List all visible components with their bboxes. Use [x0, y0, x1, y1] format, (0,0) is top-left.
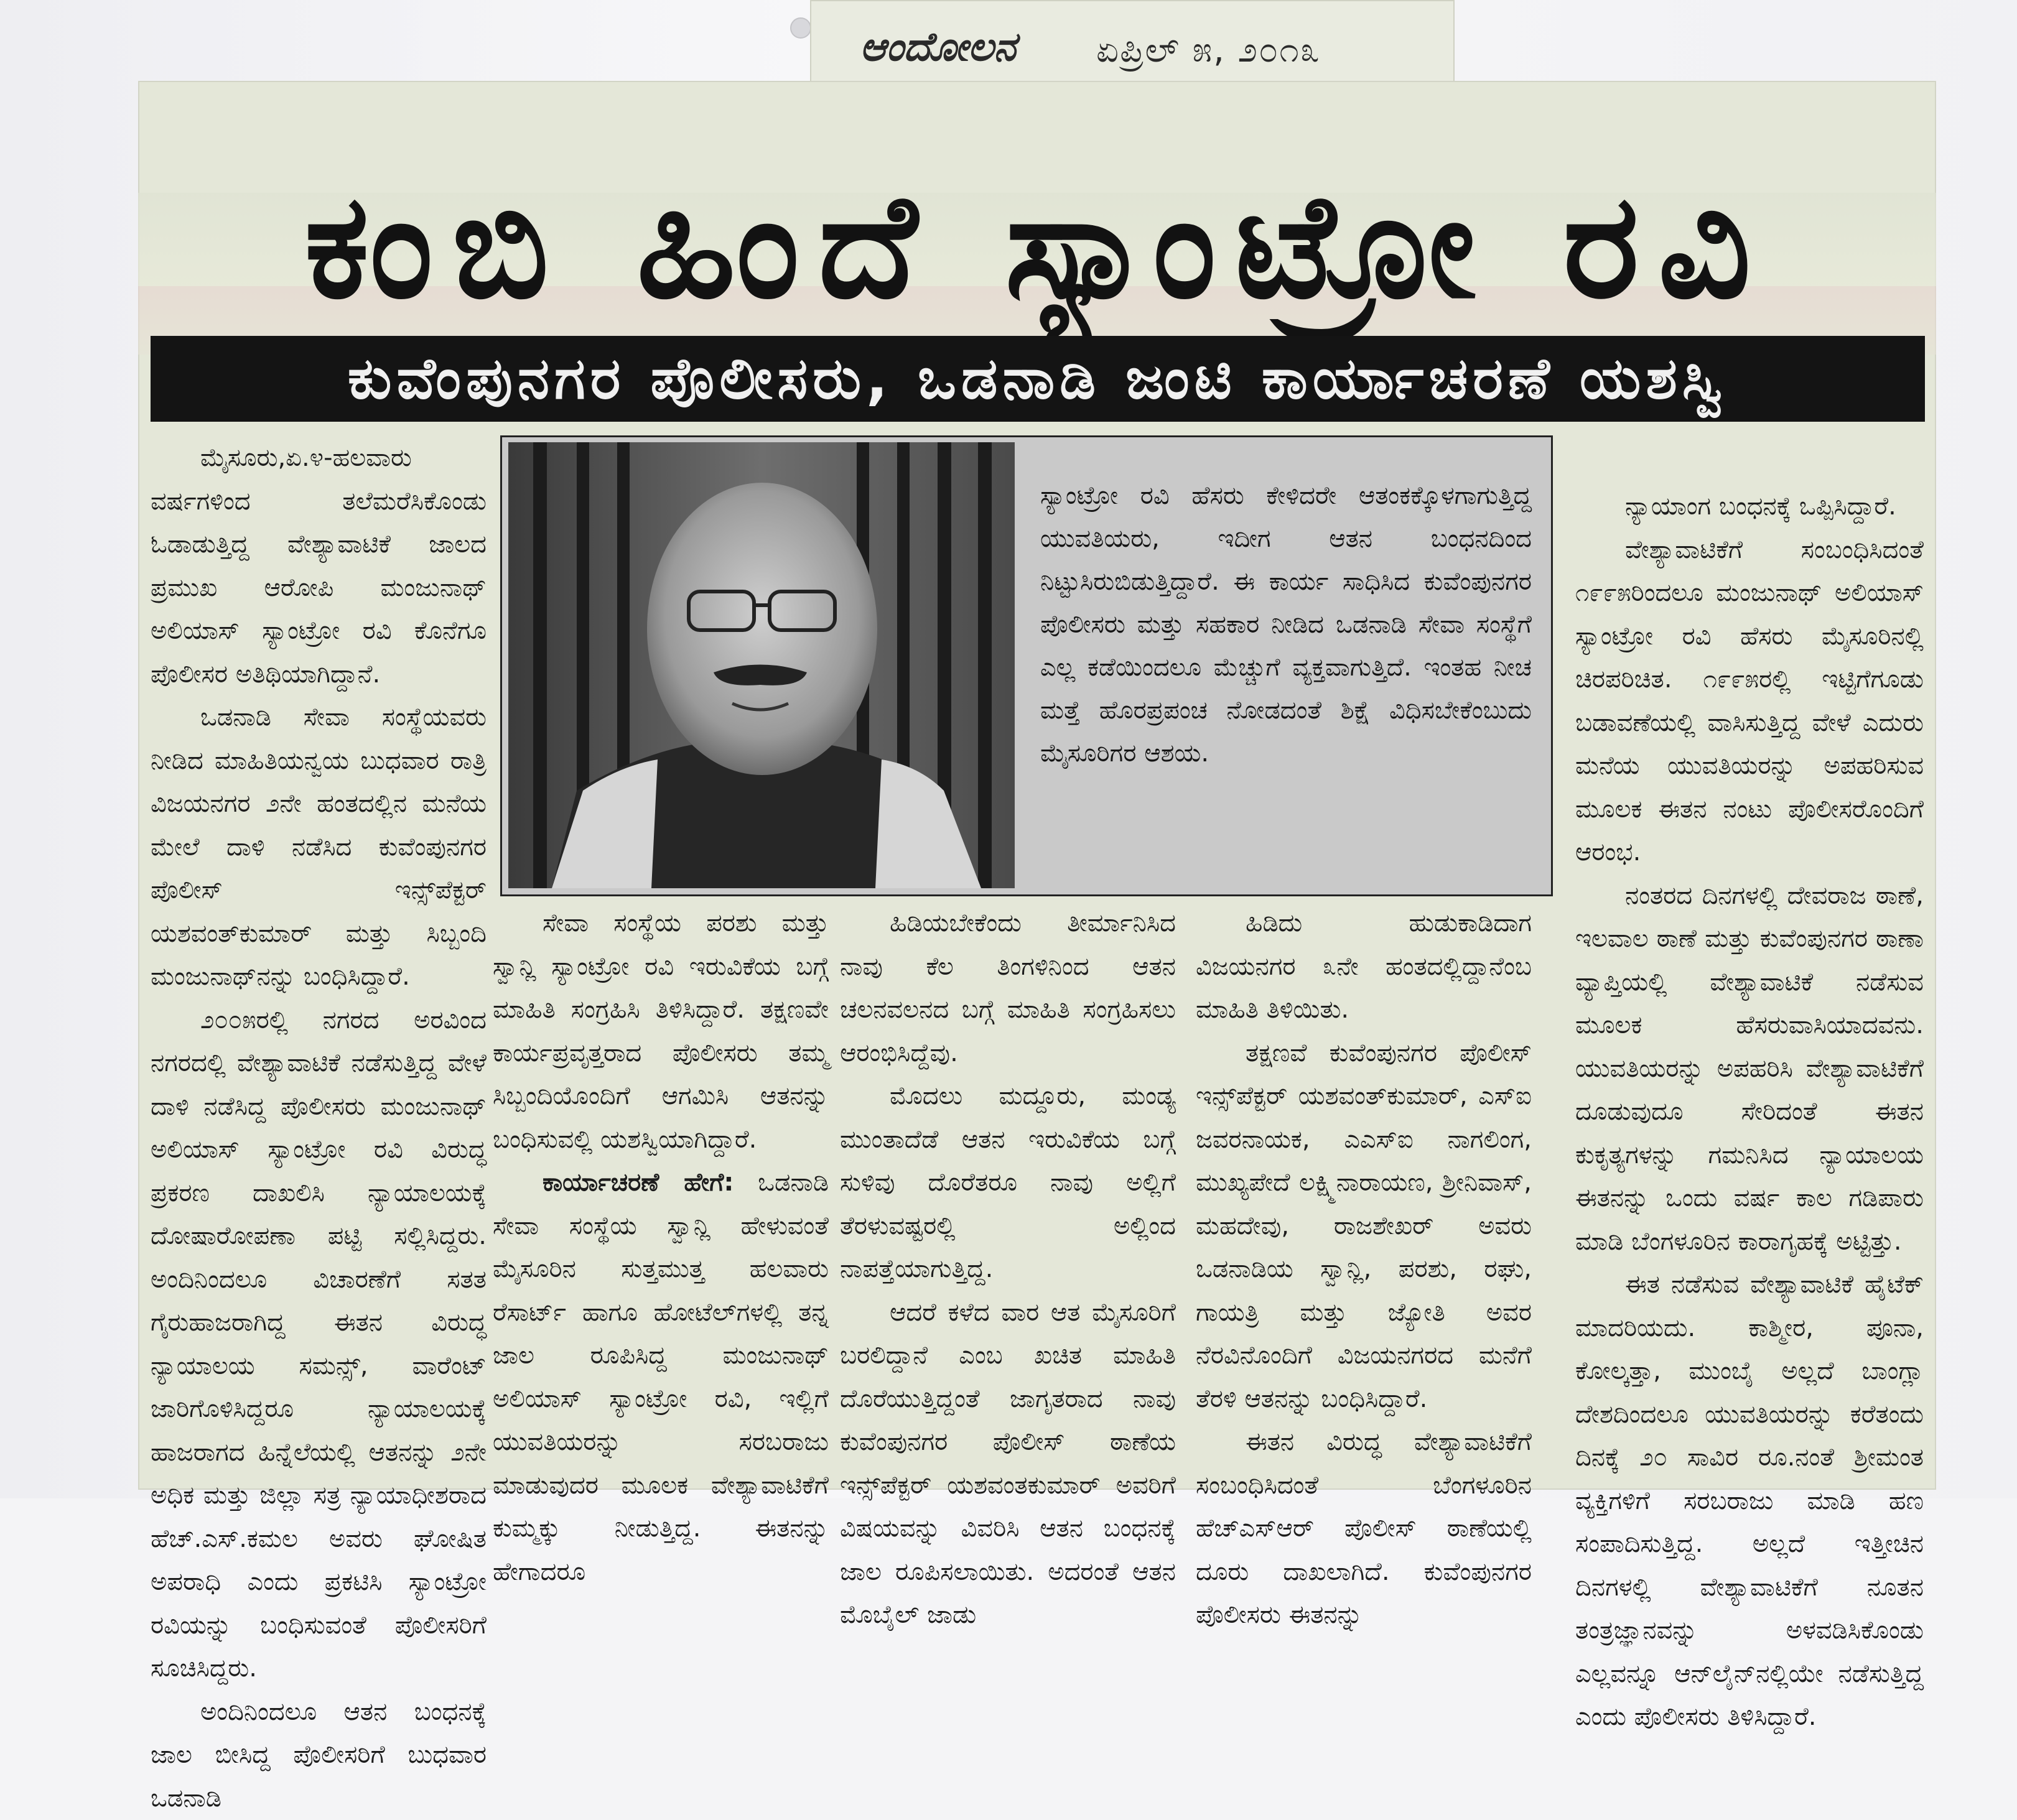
portrait-image: [508, 442, 1015, 888]
column-5: [1575, 485, 1924, 1739]
newspaper-logo: ಆಂದೋಲನ: [860, 24, 1016, 70]
punch-hole: [790, 17, 811, 39]
paragraph: ಹಿಡಿದು ಹುಡುಕಾಡಿದಾಗ ವಿಜಯನಗರ ೩ನೇ ಹಂತದಲ್ಲಿದ್ದಾನೆಂಬ ಮಾಹಿತಿ ತಿಳಿಯಿತು.: [1196, 902, 1532, 1032]
paragraph: ಆದರೆ ಕಳೆದ ವಾರ ಆತ ಮೈಸೂರಿಗೆ ಬರಲಿದ್ದಾನೆ ಎಂಬ ಖಚಿತ ಮಾಹಿತಿ ದೊರೆಯುತ್ತಿದ್ದಂತೆ ಜಾಗೃತರಾದ ನಾವು ಕುವೆಂಪುನಗರ ಪೊಲೀಸ್ ಠಾಣೆಯ ಇನ್ಸ್‌ಪೆಕ್ಟರ್ ಯಶವಂತಕುಮಾರ್ ಅವರಿಗೆ ವಿಷಯವನ್ನು ವಿವರಿಸಿ ಆತನ ಬಂಧನಕ್ಕೆ ಜಾಲ ರೂಪಿಸಲಾಯಿತು. ಅದರಂತೆ ಆತನ ಮೊಬೈಲ್ ಜಾಡು: [840, 1291, 1176, 1637]
section-subhead: ಕಾರ್ಯಾಚರಣೆ ಹೇಗೆ:: [543, 1168, 734, 1197]
column-4: [1196, 902, 1532, 1637]
publication-date: ಏಪ್ರಿಲ್ ೫, ೨೦೧೩: [1096, 30, 1321, 71]
photo-caption: ಸ್ಯಾಂಟ್ರೋ ರವಿ ಹೆಸರು ಕೇಳಿದರೇ ಆತಂಕಕ್ಕೊಳಗಾಗುತ್ತಿದ್ದ ಯುವತಿಯರು, ಇದೀಗ ಆತನ ಬಂಧನದಿಂದ ನಿಟ್ಟುಸಿರುಬಿಡುತ್ತಿದ್ದಾರೆ. ಈ ಕಾರ್ಯ ಸಾಧಿಸಿದ ಕುವೆಂಪುನಗರ ಪೊಲೀಸರು ಮತ್ತು ಸಹಕಾರ ನೀಡಿದ ಒಡನಾಡಿ ಸೇವಾ ಸಂಸ್ಥೆಗೆ ಎಲ್ಲ ಕಡೆಯಿಂದಲೂ ಮೆಚ್ಚುಗೆ ವ್ಯಕ್ತವಾಗುತ್ತಿದೆ. ಇಂತಹ ನೀಚ ಮತ್ತೆ ಹೊರಪ್ರಪಂಚ ನೋಡದಂತೆ ಶಿಕ್ಷೆ ವಿಧಿಸಬೇಕೆಂಬುದು ಮೈಸೂರಿಗರ ಆಶಯ.: [1040, 475, 1532, 775]
photo-santro-ravi: [508, 442, 1015, 888]
photo-box: [500, 435, 1553, 896]
paragraph: ಈತ ನಡೆಸುವ ವೇಶ್ಯಾವಾಟಿಕೆ ಹೈಟೆಕ್ ಮಾದರಿಯದು. ಕಾಶ್ಮೀರ, ಪೂನಾ, ಕೋಲ್ಕತ್ತಾ, ಮುಂಬೈ ಅಲ್ಲದೆ ಬಾಂಗ್ಲಾ ದೇಶದಿಂದಲೂ ಯುವತಿಯರನ್ನು ಕರೆತಂದು ದಿನಕ್ಕೆ ೨೦ ಸಾವಿರ ರೂ.ನಂತೆ ಶ್ರೀಮಂತ ವ್ಯಕ್ತಿಗಳಿಗೆ ಸರಬರಾಜು ಮಾಡಿ ಹಣ ಸಂಪಾದಿಸುತ್ತಿದ್ದ. ಅಲ್ಲದೆ ಇತ್ತೀಚಿನ ದಿನಗಳಲ್ಲಿ ವೇಶ್ಯಾವಾಟಿಕೆಗೆ ನೂತನ ತಂತ್ರಜ್ಞಾನವನ್ನು ಅಳವಡಿಸಿಕೊಂಡು ಎಲ್ಲವನ್ನೂ ಆನ್‌ಲೈನ್‌ನಲ್ಲಿಯೇ ನಡೆಸುತ್ತಿದ್ದ ಎಂದು ಪೊಲೀಸರು ತಿಳಿಸಿದ್ದಾರೆ.: [1575, 1263, 1924, 1739]
paragraph: ತಕ್ಷಣವೆ ಕುವೆಂಪುನಗರ ಪೊಲೀಸ್ ಇನ್ಸ್‌ಪೆಕ್ಟರ್ ಯಶವಂತ್‌ಕುಮಾರ್, ಎಸ್‌ಐ ಜವರನಾಯಕ, ಎಎಸ್‌ಐ ನಾಗಲಿಂಗ, ಮುಖ್ಯಪೇದೆ ಲಕ್ಷ್ಮಿನಾರಾಯಣ, ಶ್ರೀನಿವಾಸ್, ಮಹದೇವು, ರಾಜಶೇಖರ್ ಅವರು ಒಡನಾಡಿಯ ಸ್ವಾನ್ಲಿ, ಪರಶು, ರಘು, ಗಾಯತ್ರಿ ಮತ್ತು ಜ್ಯೋತಿ ಅವರ ನೆರವಿನೊಂದಿಗೆ ವಿಜಯನಗರದ ಮನೆಗೆ ತೆರಳಿ ಆತನನ್ನು ಬಂಧಿಸಿದ್ದಾರೆ.: [1196, 1032, 1532, 1421]
paragraph: ಮೊದಲು ಮದ್ದೂರು, ಮಂಡ್ಯ ಮುಂತಾದೆಡೆ ಆತನ ಇರುವಿಕೆಯ ಬಗ್ಗೆ ಸುಳಿವು ದೊರೆತರೂ ನಾವು ಅಲ್ಲಿಗೆ ತೆರಳುವಷ್ಟರಲ್ಲಿ ಅಲ್ಲಿಂದ ನಾಪತ್ತೆಯಾಗುತ್ತಿದ್ದ.: [840, 1075, 1176, 1291]
subheadline-banner: ಕುವೆಂಪುನಗರ ಪೊಲೀಸರು, ಒಡನಾಡಿ ಜಂಟಿ ಕಾರ್ಯಾಚರಣೆ ಯಶಸ್ವಿ: [151, 336, 1925, 422]
paragraph: ಮೈಸೂರು,ಏ.೪-ಹಲವಾರು ವರ್ಷಗಳಿಂದ ತಲೆಮರೆಸಿಕೊಂಡು ಓಡಾಡುತ್ತಿದ್ದ ವೇಶ್ಯಾವಾಟಿಕೆ ಜಾಲದ ಪ್ರಮುಖ ಆರೋಪಿ ಮಂಜುನಾಥ್ ಅಲಿಯಾಸ್ ಸ್ಯಾಂಟ್ರೋ ರವಿ ಕೊನೆಗೂ ಪೊಲೀಸರ ಅತಿಥಿಯಾಗಿದ್ದಾನೆ.: [151, 437, 487, 696]
article-clipping: [138, 81, 1936, 1490]
headline: ಕಂಬಿ ಹಿಂದೆ ಸ್ಯಾಂಟ್ರೋ ರವಿ: [138, 174, 1936, 318]
paragraph: ೨೦೦೫ರಲ್ಲಿ ನಗರದ ಅರವಿಂದ ನಗರದಲ್ಲಿ ವೇಶ್ಯಾವಾಟಿಕೆ ನಡೆಸುತ್ತಿದ್ದ ವೇಳೆ ದಾಳಿ ನಡೆಸಿದ್ದ ಪೊಲೀಸರು ಮಂಜುನಾಥ್ ಅಲಿಯಾಸ್ ಸ್ಯಾಂಟ್ರೋ ರವಿ ವಿರುದ್ಧ ಪ್ರಕರಣ ದಾಖಲಿಸಿ ನ್ಯಾಯಾಲಯಕ್ಕೆ ದೋಷಾರೋಪಣಾ ಪಟ್ಟಿ ಸಲ್ಲಿಸಿದ್ದರು. ಅಂದಿನಿಂದಲೂ ವಿಚಾರಣೆಗೆ ಸತತ ಗೈರುಹಾಜರಾಗಿದ್ದ ಈತನ ವಿರುದ್ಧ ನ್ಯಾಯಾಲಯ ಸಮನ್ಸ್, ವಾರೆಂಟ್ ಜಾರಿಗೊಳಿಸಿದ್ದರೂ ನ್ಯಾಯಾಲಯಕ್ಕೆ ಹಾಜರಾಗದ ಹಿನ್ನೆಲೆಯಲ್ಲಿ ಆತನನ್ನು ೨ನೇ ಅಧಿಕ ಮತ್ತು ಜಿಲ್ಲಾ ಸತ್ರ ನ್ಯಾಯಾಧೀಶರಾದ ಹೆಚ್.ಎಸ್.ಕಮಲ ಅವರು ಘೋಷಿತ ಅಪರಾಧಿ ಎಂದು ಪ್ರಕಟಿಸಿ ಸ್ಯಾಂಟ್ರೋ ರವಿಯನ್ನು ಬಂಧಿಸುವಂತೆ ಪೊಲೀಸರಿಗೆ ಸೂಚಿಸಿದ್ದರು.: [151, 999, 487, 1691]
paragraph: ವೇಶ್ಯಾವಾಟಿಕೆಗೆ ಸಂಬಂಧಿಸಿದಂತೆ ೧೯೯೫ರಿಂದಲೂ ಮಂಜುನಾಥ್ ಅಲಿಯಾಸ್ ಸ್ಯಾಂಟ್ರೋ ರವಿ ಹೆಸರು ಮೈಸೂರಿನಲ್ಲಿ ಚಿರಪರಿಚಿತ. ೧೯೯೫ರಲ್ಲಿ ಇಟ್ಟಿಗೆಗೂಡು ಬಡಾವಣೆಯಲ್ಲಿ ವಾಸಿಸುತ್ತಿದ್ದ ವೇಳೆ ಎದುರು ಮನೆಯ ಯುವತಿಯರನ್ನು ಅಪಹರಿಸುವ ಮೂಲಕ ಈತನ ನಂಟು ಪೊಲೀಸರೊಂದಿಗೆ ಆರಂಭ.: [1575, 529, 1924, 875]
column-2: [493, 902, 829, 1594]
paragraph: ನ್ಯಾಯಾಂಗ ಬಂಧನಕ್ಕೆ ಒಪ್ಪಿಸಿದ್ದಾರೆ.: [1575, 485, 1924, 529]
paragraph: [493, 1161, 829, 1594]
column-1: [151, 437, 487, 1820]
paragraph: ಸೇವಾ ಸಂಸ್ಥೆಯ ಪರಶು ಮತ್ತು ಸ್ವಾನ್ಲಿ ಸ್ಯಾಂಟ್ರೋ ರವಿ ಇರುವಿಕೆಯ ಬಗ್ಗೆ ಮಾಹಿತಿ ಸಂಗ್ರಹಿಸಿ ತಿಳಿಸಿದ್ದಾರೆ. ತಕ್ಷಣವೇ ಕಾರ್ಯಪ್ರವೃತ್ತರಾದ ಪೊಲೀಸರು ತಮ್ಮ ಸಿಬ್ಬಂದಿಯೊಂದಿಗೆ ಆಗಮಿಸಿ ಆತನನ್ನು ಬಂಧಿಸುವಲ್ಲಿ ಯಶಸ್ವಿಯಾಗಿದ್ದಾರೆ.: [493, 902, 829, 1161]
paragraph: ನಂತರದ ದಿನಗಳಲ್ಲಿ ದೇವರಾಜ ಠಾಣೆ, ಇಲವಾಲ ಠಾಣೆ ಮತ್ತು ಕುವೆಂಪುನಗರ ಠಾಣಾ ವ್ಯಾಪ್ತಿಯಲ್ಲಿ ವೇಶ್ಯಾವಾಟಿಕೆ ನಡೆಸುವ ಮೂಲಕ ಹೆಸರುವಾಸಿಯಾದವನು. ಯುವತಿಯರನ್ನು ಅಪಹರಿಸಿ ವೇಶ್ಯಾವಾಟಿಕೆಗೆ ದೂಡುವುದೂ ಸೇರಿದಂತೆ ಈತನ ಕುಕೃತ್ಯಗಳನ್ನು ಗಮನಿಸಿದ ನ್ಯಾಯಾಲಯ ಈತನನ್ನು ಒಂದು ವರ್ಷ ಕಾಲ ಗಡಿಪಾರು ಮಾಡಿ ಬೆಂಗಳೂರಿನ ಕಾರಾಗೃಹಕ್ಕೆ ಅಟ್ಟಿತ್ತು.: [1575, 875, 1924, 1264]
paragraph-text: ಒಡನಾಡಿ ಸೇವಾ ಸಂಸ್ಥೆಯ ಸ್ವಾನ್ಲಿ ಹೇಳುವಂತೆ ಮೈಸೂರಿನ ಸುತ್ತಮುತ್ತ ಹಲವಾರು ರೆಸಾರ್ಟ್ ಹಾಗೂ ಹೋಟೆಲ್‌ಗಳಲ್ಲಿ ತನ್ನ ಜಾಲ ರೂಪಿಸಿದ್ದ ಮಂಜುನಾಥ್ ಅಲಿಯಾಸ್ ಸ್ಯಾಂಟ್ರೋ ರವಿ, ಇಲ್ಲಿಗೆ ಯುವತಿಯರನ್ನು ಸರಬರಾಜು ಮಾಡುವುದರ ಮೂಲಕ ವೇಶ್ಯಾವಾಟಿಕೆಗೆ ಕುಮ್ಮಕ್ಕು ನೀಡುತ್ತಿದ್ದ. ಈತನನ್ನು ಹೇಗಾದರೂ: [493, 1168, 829, 1586]
paragraph: ಒಡನಾಡಿ ಸೇವಾ ಸಂಸ್ಥೆಯವರು ನೀಡಿದ ಮಾಹಿತಿಯನ್ವಯ ಬುಧವಾರ ರಾತ್ರಿ ವಿಜಯನಗರ ೨ನೇ ಹಂತದಲ್ಲಿನ ಮನೆಯ ಮೇಲೆ ದಾಳಿ ನಡೆಸಿದ ಕುವೆಂಪುನಗರ ಪೊಲೀಸ್ ಇನ್ಸ್‌ಪೆಕ್ಟರ್ ಯಶವಂತ್‌ಕುಮಾರ್ ಮತ್ತು ಸಿಬ್ಬಂದಿ ಮಂಜುನಾಥ್‌ನನ್ನು ಬಂಧಿಸಿದ್ದಾರೆ.: [151, 696, 487, 999]
paragraph: ಹಿಡಿಯಬೇಕೆಂದು ತೀರ್ಮಾನಿಸಿದ ನಾವು ಕೆಲ ತಿಂಗಳಿನಿಂದ ಆತನ ಚಲನವಲನದ ಬಗ್ಗೆ ಮಾಹಿತಿ ಸಂಗ್ರಹಿಸಲು ಆರಂಭಿಸಿದ್ದೆವು.: [840, 902, 1176, 1075]
paragraph: ಈತನ ವಿರುದ್ಧ ವೇಶ್ಯಾವಾಟಿಕೆಗೆ ಸಂಬಂಧಿಸಿದಂತೆ ಬೆಂಗಳೂರಿನ ಹೆಚ್‌ಎಸ್‌ಆರ್ ಪೊಲೀಸ್ ಠಾಣೆಯಲ್ಲಿ ದೂರು ದಾಖಲಾಗಿದೆ. ಕುವೆಂಪುನಗರ ಪೊಲೀಸರು ಈತನನ್ನು: [1196, 1421, 1532, 1637]
paragraph: ಅಂದಿನಿಂದಲೂ ಆತನ ಬಂಧನಕ್ಕೆ ಜಾಲ ಬೀಸಿದ್ದ ಪೊಲೀಸರಿಗೆ ಬುಧವಾರ ಒಡನಾಡಿ: [151, 1691, 487, 1820]
column-3: [840, 902, 1176, 1637]
